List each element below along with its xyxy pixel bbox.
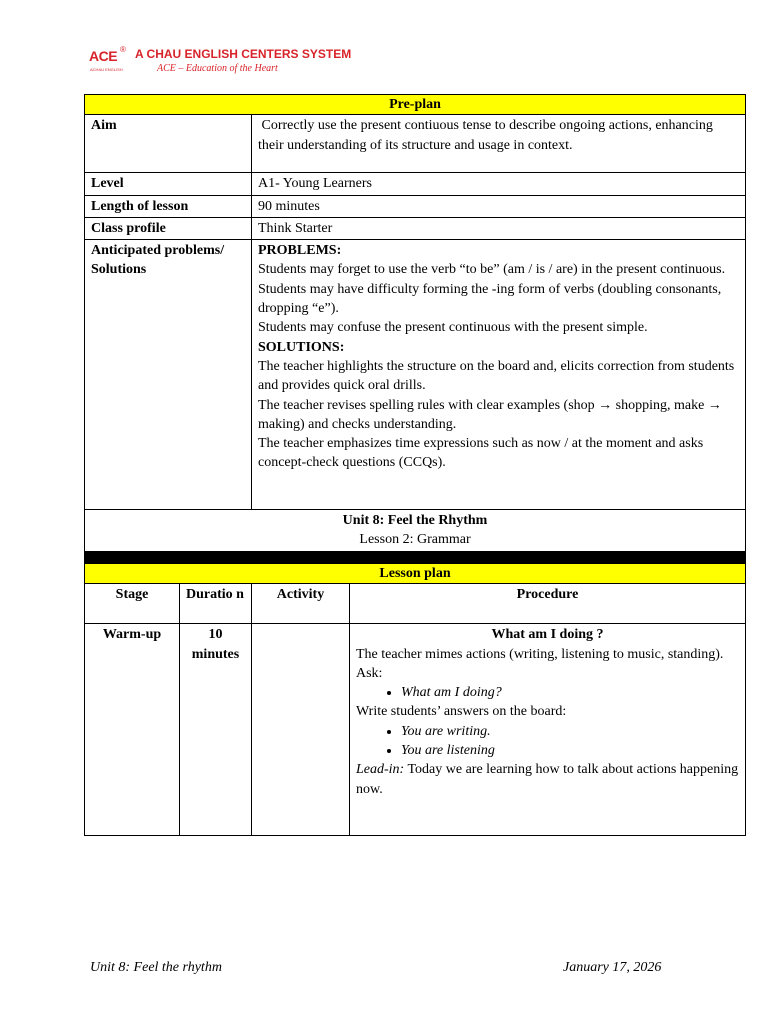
- ask-label: Ask:: [356, 665, 383, 681]
- list-item: • You are listening: [401, 741, 739, 760]
- problem-item: Students may forget to use the verb “to be” (am / is / are) in the present continuous.: [258, 262, 726, 278]
- problem-item: Students may have difficulty forming the -ing form of verbs (doubling consonants, dropping “e”).: [258, 281, 722, 317]
- level-label: Level: [85, 173, 252, 195]
- level-value: A1- Young Learners: [252, 173, 746, 195]
- duration-cell: 10 minutes: [180, 624, 252, 836]
- list-item: • What am I doing?: [401, 683, 739, 702]
- col-duration-header: Duratio n: [180, 584, 252, 624]
- procedure-title: What am I doing ?: [491, 627, 604, 643]
- col-stage-header: Stage: [85, 584, 180, 624]
- profile-value: Think Starter: [252, 217, 746, 239]
- lead-in: [356, 760, 742, 799]
- solutions-heading: SOLUTIONS:: [258, 339, 345, 355]
- lesson-plan-title: Lesson plan: [85, 564, 746, 584]
- unit-header-cell: [85, 510, 746, 552]
- procedure-intro: The teacher mimes actions (writing, listening to music, standing).: [356, 646, 724, 662]
- footer-left: Unit 8: Feel the rhythm: [90, 960, 222, 975]
- ace-logo: [88, 45, 130, 75]
- ask-list: [356, 683, 739, 702]
- activity-cell: [252, 624, 350, 836]
- stage-cell: Warm-up: [85, 624, 180, 836]
- aim-text: Correctly use the present contiuous tense to describe ongoing actions, enhancing their understanding of its structure and usage in context.: [252, 115, 746, 173]
- org-name: A CHAU ENGLISH CENTERS SYSTEM: [135, 47, 352, 61]
- org-slogan: ACE – Education of the Heart: [157, 63, 278, 74]
- anticipated-label: Anticipated problems/ Solutions: [85, 240, 252, 510]
- col-procedure-header: Procedure: [350, 584, 746, 624]
- lead-in-label: Lead-in:: [356, 762, 405, 778]
- length-value: 90 minutes: [252, 195, 746, 217]
- answers-list: [356, 722, 739, 761]
- problems-heading: PROBLEMS:: [258, 243, 342, 259]
- col-activity-header: Activity: [252, 584, 350, 624]
- problems-solutions-cell: [252, 240, 746, 510]
- lesson-plan-table: [84, 563, 746, 836]
- profile-label: Class profile: [85, 217, 252, 239]
- preplan-title: Pre-plan: [85, 95, 746, 115]
- length-label: Length of lesson: [85, 195, 252, 217]
- aim-label: Aim: [85, 115, 252, 173]
- logo-text: ACE: [89, 48, 118, 64]
- solution-item: The teacher emphasizes time expressions such as now / at the moment and asks concept-check questions (CCQs).: [258, 436, 704, 471]
- procedure-cell: [350, 624, 746, 836]
- solution-item: The teacher revises spelling rules with clear examples (shop → shopping, make → making) and checks understanding.: [258, 397, 722, 432]
- lead-in-text: Today we are learning how to talk about actions happening now.: [356, 762, 742, 797]
- write-label: Write students’ answers on the board:: [356, 704, 567, 720]
- list-item: • You are writing.: [401, 722, 739, 741]
- logo-registered-mark: ®: [120, 45, 126, 54]
- logo-subtext: ACHAU ENGLISH: [90, 67, 123, 72]
- solution-item: The teacher highlights the structure on the board and, elicits correction from students and provides quick oral drills.: [258, 358, 735, 394]
- unit-title: Unit 8: Feel the Rhythm: [342, 513, 488, 529]
- problem-item: Students may confuse the present continuous with the present simple.: [258, 320, 648, 336]
- lesson-subtitle: Lesson 2: Grammar: [359, 532, 471, 548]
- preplan-table: [84, 94, 746, 572]
- footer-right: January 17, 2026: [563, 960, 662, 975]
